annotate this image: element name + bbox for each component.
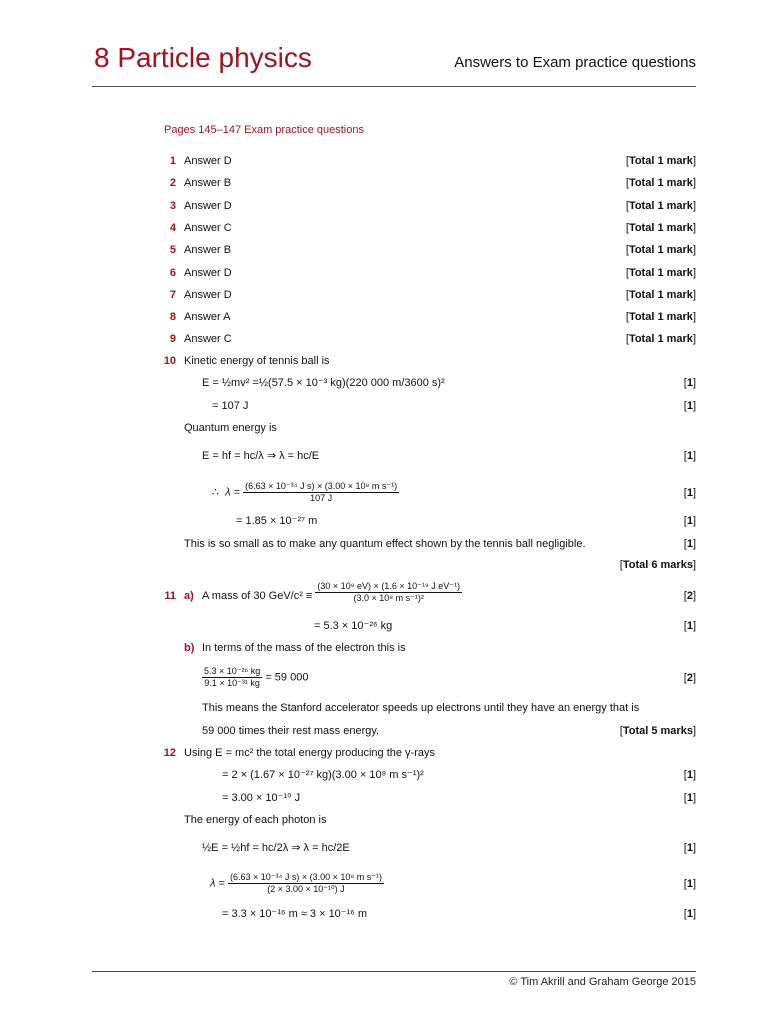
mark: [1] <box>683 538 696 550</box>
mark: [1] <box>683 620 696 632</box>
mark: [1] <box>683 792 696 804</box>
page-title: 8 Particle physics <box>94 42 312 73</box>
total-mark: [Total 1 mark] <box>625 177 696 190</box>
mark: [1] <box>683 487 696 499</box>
q11-b-expr: $\frac{\text{5.3 × 10⁻²⁶ kg}}{\text{9.1 × 10⁻³¹ kg}}$ = 59 000 <box>204 666 309 688</box>
answer-text: Answer D <box>184 155 232 167</box>
section-heading: Pages 145–147 Exam practice questions <box>164 124 364 136</box>
q10-lambda-result: = 1.85 × 10⁻²⁷ m <box>236 515 318 527</box>
question-number: 10 <box>163 355 176 367</box>
total-mark: [Total 1 mark] <box>625 244 696 257</box>
q10-lambda-line <box>0 481 768 507</box>
mark: [2] <box>683 590 696 602</box>
mark: [1] <box>683 515 696 527</box>
q11-a-result: = 5.3 × 10⁻²⁶ kg <box>314 620 393 632</box>
q10-quantum-equation: E = hf = hc/λ ⇒ λ = hc/E <box>202 450 320 462</box>
q10-total-line <box>0 557 768 573</box>
mc-answer-row <box>0 153 768 169</box>
q12-photon-equation: ½E = ½hf = hc/2λ ⇒ λ = hc/2E <box>202 842 350 854</box>
mark: [1] <box>683 450 696 462</box>
question-number: 1 <box>169 155 176 167</box>
q11-a-line <box>0 580 768 610</box>
mark: [1] <box>683 769 696 781</box>
q12-lambda-result-line <box>0 906 768 922</box>
question-number: 8 <box>169 311 176 324</box>
q10-ke-result: = 107 J <box>212 400 249 412</box>
total-mark: [Total 1 mark] <box>625 266 696 279</box>
q11-a-result-line <box>0 618 768 634</box>
answer-text: Answer C <box>184 221 232 234</box>
total-mark: [Total 1 mark] <box>625 333 696 346</box>
question-number: 6 <box>169 266 176 279</box>
total-mark: [Total 1 mark] <box>625 221 696 234</box>
total-mark: [Total 1 mark] <box>625 311 696 324</box>
mc-answer-row <box>0 287 768 303</box>
fraction: $\frac{\text{(6.63 × 10⁻³⁴ J s) × (3.00 × 10⁸ m s⁻¹)}}{\text{(2 × 3.00 × 10⁻¹⁰) J}}$ <box>229 872 382 894</box>
fraction: $\frac{\text{5.3 × 10⁻²⁶ kg}}{\text{9.1 × 10⁻³¹ kg}}$ <box>204 666 261 688</box>
q11-b-expl-line-1 <box>0 700 768 716</box>
answer-text: Answer C <box>184 333 232 346</box>
q10-conclusion: This is so small as to make any quantum effect shown by the tennis ball negligible. <box>184 538 586 550</box>
question-number: 12 <box>163 747 176 759</box>
total-mark: [Total 1 mark] <box>625 199 696 212</box>
q10-quantum-intro-line <box>0 420 768 436</box>
q12-energy-result: = 3.00 × 10⁻¹⁰ J <box>222 792 301 804</box>
q10-intro-line <box>0 353 768 369</box>
fraction: $\frac{\text{(30 × 10⁹ eV) × (1.6 × 10⁻¹⁹ J eV⁻¹)}}{\text{(3.0 × 10⁸ m s⁻¹)²}}$ <box>317 580 460 603</box>
q10-lambda-expr: ∴ λ = $\frac{\text{(6.63 × 10⁻³⁴ J s) × (3.00 × 10⁸ m s⁻¹)}}{107 J}$ <box>212 481 398 503</box>
q12-lambda-line <box>0 872 768 898</box>
q10-conclusion-line <box>0 536 768 552</box>
mark: [1] <box>683 377 696 389</box>
part-label: b) <box>184 642 195 654</box>
total-mark: [Total 5 marks] <box>619 725 696 737</box>
question-number: 11 <box>164 590 176 602</box>
q10-lambda-result-line <box>0 513 768 529</box>
question-number: 2 <box>169 177 176 190</box>
answer-text: Answer D <box>184 199 232 212</box>
q11-b-expl-line-2 <box>0 723 768 739</box>
part-label: a) <box>184 590 194 602</box>
mark: [1] <box>683 908 696 920</box>
total-mark: [Total 1 mark] <box>625 155 696 167</box>
answer-text: Answer D <box>184 288 232 301</box>
answer-text: Answer D <box>184 266 232 279</box>
q12-intro: Using E = mc² the total energy producing the γ-rays <box>184 747 435 759</box>
q12-energy-equation: = 2 × (1.67 × 10⁻²⁷ kg)(3.00 × 10⁸ m s⁻¹)² <box>222 769 424 781</box>
q10-ke-result-line <box>0 398 768 414</box>
page-subtitle: Answers to Exam practice questions <box>454 54 696 71</box>
q12-photon-eq-line <box>0 840 768 856</box>
q11-b-text: In terms of the mass of the electron this is <box>202 642 406 654</box>
q12-photon-intro: The energy of each photon is <box>184 814 327 826</box>
mark: [2] <box>683 672 696 684</box>
total-mark: [Total 6 marks] <box>619 559 696 571</box>
mc-answer-row <box>0 331 768 347</box>
question-number: 4 <box>169 221 176 234</box>
q12-eq2-line <box>0 790 768 806</box>
mark: [1] <box>683 842 696 854</box>
q10-ke-line <box>0 375 768 391</box>
mark: [1] <box>683 878 696 890</box>
answer-text: Answer B <box>184 177 232 190</box>
answer-text: Answer A <box>184 311 231 324</box>
q12-lambda-result: = 3.3 × 10⁻¹⁶ m ≈ 3 × 10⁻¹⁶ m <box>222 908 368 920</box>
answer-text: Answer B <box>184 244 232 257</box>
q12-intro-line <box>0 745 768 761</box>
mc-answer-row <box>0 175 768 191</box>
q12-eq1-line <box>0 767 768 783</box>
copyright: © Tim Akrill and Graham George 2015 <box>509 976 696 988</box>
total-mark: [Total 1 mark] <box>625 288 696 301</box>
q12-photon-intro-line <box>0 812 768 828</box>
mc-answer-row <box>0 198 768 214</box>
question-number: 3 <box>169 199 176 212</box>
question-number: 9 <box>169 333 176 346</box>
q10-quantum-eq-line <box>0 448 768 464</box>
q11-b-explanation: 59 000 times their rest mass energy. <box>202 725 380 737</box>
mc-answer-row <box>0 309 768 325</box>
q11-b-explanation: This means the Stanford accelerator speeds up electrons until they have an energy that is <box>202 702 640 714</box>
mc-answer-row <box>0 220 768 236</box>
mc-answer-row <box>0 242 768 258</box>
question-number: 5 <box>169 244 176 257</box>
fraction: $\frac{\text{(6.63 × 10⁻³⁴ J s) × (3.00 × 10⁸ m s⁻¹)}}{107 J}$ <box>245 481 398 503</box>
q10-ke-equation: E = ½mv² =½(57.5 × 10⁻³ kg)(220 000 m/3600 s)² <box>202 377 445 389</box>
footer-divider <box>92 971 696 972</box>
mc-answer-row <box>0 265 768 281</box>
question-number: 7 <box>169 288 176 301</box>
mark: [1] <box>683 400 696 412</box>
q11-b-line <box>0 640 768 656</box>
q11-a-text: A mass of 30 GeV/c² ≡ $\frac{\text{(30 × 10⁹ eV) × (1.6 × 10⁻¹⁹ J eV⁻¹)}}{\text{(3.0 × 10⁸ m s⁻¹)²}}$ <box>202 580 460 603</box>
q12-lambda-expr: λ = $\frac{\text{(6.63 × 10⁻³⁴ J s) × (3.00 × 10⁸ m s⁻¹)}}{\text{(2 × 3.00 × 10⁻¹⁰) J}}$ <box>210 872 382 894</box>
header-divider <box>92 86 696 87</box>
q10-quantum-intro: Quantum energy is <box>184 422 277 434</box>
q11-b-fraction-line <box>0 666 768 692</box>
q10-intro: Kinetic energy of tennis ball is <box>184 355 330 367</box>
